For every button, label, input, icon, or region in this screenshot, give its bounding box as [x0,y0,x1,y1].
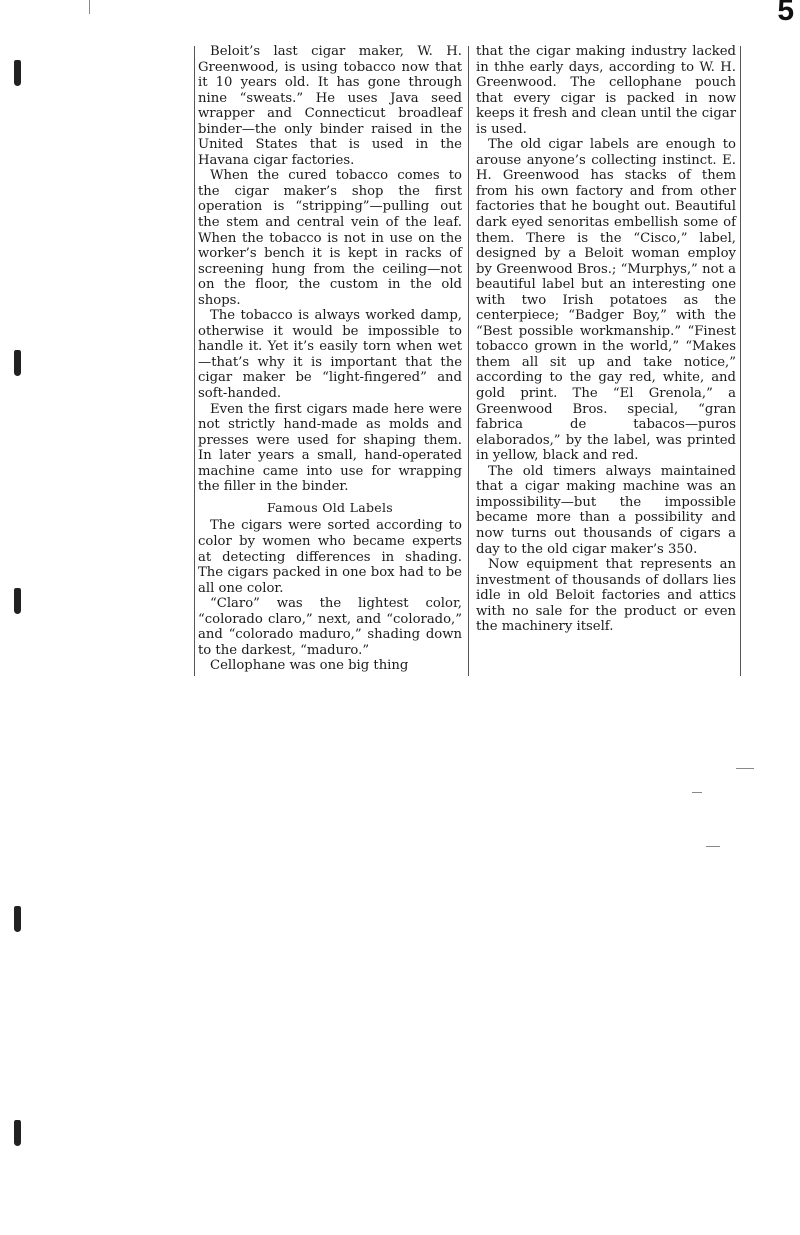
page-number: 5 [777,0,794,27]
punch-mark [14,60,21,86]
clipping-right-border [740,46,741,676]
column-divider [468,46,469,676]
scan-speck [89,0,90,14]
article-left-column [198,44,462,674]
punch-mark [14,906,21,932]
paragraph: The tobacco is always worked damp, otherwise it would be impossible to handle it. Yet it’s easily torn when wet—that’s why it is important that the cigar maker be “light-fingered” and soft-handed. [198,308,462,402]
scan-speck [736,768,754,769]
paragraph: When the cured tobacco comes to the cigar maker’s shop the first operation is “stripping”—pulling out the stem and central vein of the leaf. When the tobacco is not in use on the worker’s bench it is kept in racks of screening hung from the ceiling—not on the floor, the custom in the old shops. [198,168,462,308]
paragraph: The old cigar labels are enough to arouse anyone’s collecting instinct. E. H. Greenwood has stacks of them from his own factory and from other factories that he bought out. Beautiful dark eyed senoritas embellish some of them. There is the “Cisco,” label, designed by a Beloit woman employ by Greenwood Bros.; “Murphys,” not a beautiful label but an interesting one with two Irish potatoes as the centerpiece; “Badger Boy,” with the “Best possible workmanship.” “Finest tobacco grown in the world,” “Makes them all sit up and take notice,” according to the gay red, white, and gold print. The “El Grenola,” a Greenwood Bros. special, “gran fabrica de tabacos—puros elaborados,” by the label, was printed in yellow, black and red. [476,137,736,464]
paragraph: Beloit’s last cigar maker, W. H. Greenwood, is using tobacco now that it 10 years old. It has gone through nine “sweats.” He uses Java seed wrapper and Connecticut broadleaf binder—the only binder raised in the United States that is used in the Havana cigar factories. [198,44,462,168]
paragraph: Even the first cigars made here were not strictly hand-made as molds and presses were used for shaping them. In later years a small, hand-operated machine came into use for wrapping the filler in the binder. [198,401,462,495]
paragraph-continuation: that the cigar making industry lacked in thhe early days, according to W. H. Greenwood. The cellophane pouch that every cigar is packed in now keeps it fresh and clean until the cigar is used. [476,44,736,137]
paragraph: Cellophane was one big thing [210,658,409,674]
scan-speck [692,792,702,793]
scan-speck [706,846,720,847]
punch-mark [14,350,21,376]
paragraph: “Claro” was the lightest color, “colorado claro,” next, and “colorado,” and “colorado maduro,” shading down to the darkest, “maduro.” [198,596,462,658]
article-right-column [476,44,736,635]
paragraph: The cigars were sorted according to color by women who became experts at detecting differences in shading. The cigars packed in one box had to be all one color. [198,518,462,596]
paragraph: The old timers always maintained that a cigar making machine was an impossibility—but the impossible became more than a possibility and now turns out thousands of cigars a day to the old cigar maker’s 350. [476,463,736,557]
punch-mark [14,588,21,614]
paragraph: Now equipment that represents an investment of thousands of dollars lies idle in old Beloit factories and attics with no sale for the product or even the machinery itself. [476,557,736,635]
clipping-left-border [194,46,195,676]
section-heading: Famous Old Labels [267,499,393,515]
punch-mark [14,1120,21,1146]
